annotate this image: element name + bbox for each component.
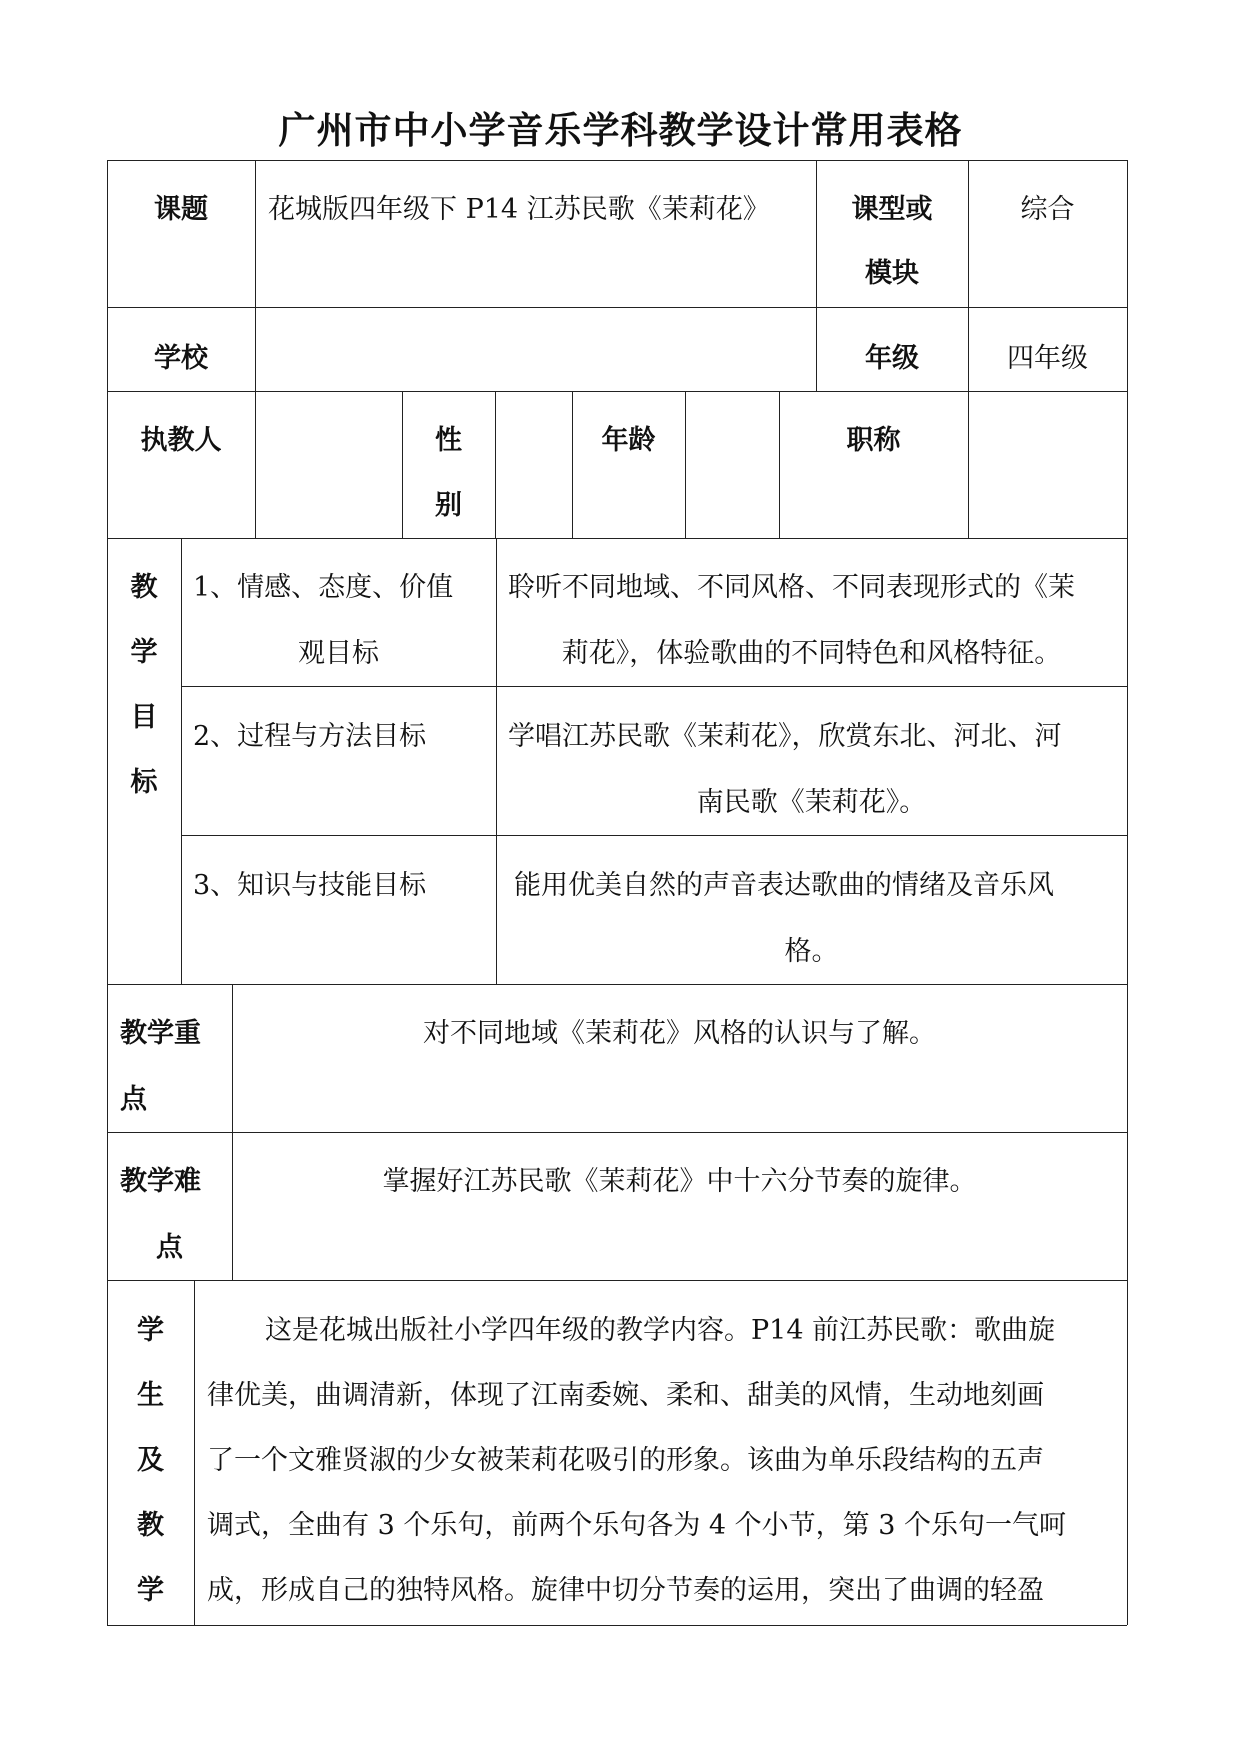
- goals-label: 教 学 目 标: [130, 572, 158, 798]
- analysis-line-3: 了一个文雅贤淑的少女被茉莉花吸引的形象。该曲为单乐段结构的五声: [207, 1445, 1044, 1476]
- topic-value: 花城版四年级下 P14 江苏民歌《茉莉花》: [268, 194, 770, 225]
- type-label-line1: 课型或: [851, 194, 933, 225]
- age-label: 年龄: [601, 425, 656, 456]
- title-label: 职称: [846, 425, 901, 456]
- difficulty-value: 掌握好江苏民歌《茉莉花》中十六分节奏的旋律。: [382, 1166, 977, 1197]
- difficulty-label-line2: 点: [156, 1232, 183, 1263]
- analysis-line-1: 这是花城出版社小学四年级的教学内容。P14 前江苏民歌：歌曲旋: [265, 1315, 1056, 1346]
- gender-label-line1: 性: [435, 425, 462, 456]
- key-label-line1: 教学重: [120, 1018, 201, 1049]
- grade-value: 四年级: [1007, 343, 1088, 374]
- analysis-line-4: 调式，全曲有 3 个乐句，前两个乐句各为 4 个小节，第 3 个乐句一气呵: [207, 1510, 1067, 1541]
- analysis-label: 学 生 及 教 学: [137, 1315, 164, 1606]
- analysis-line-2: 律优美，曲调清新，体现了江南委婉、柔和、甜美的风情，生动地刻画: [207, 1380, 1044, 1411]
- key-value: 对不同地域《茉莉花》风格的认识与了解。: [423, 1018, 936, 1049]
- topic-label: 课题: [154, 194, 208, 225]
- goal-3-desc-line1: 能用优美自然的声音表达歌曲的情绪及音乐风: [514, 870, 1054, 901]
- goal-2-name: 2、过程与方法目标: [193, 721, 427, 752]
- goal-2-desc-line1: 学唱江苏民歌《茉莉花》，欣赏东北、河北、河: [508, 721, 1062, 752]
- page-title: 广州市中小学音乐学科教学设计常用表格: [278, 108, 963, 152]
- teacher-label: 执教人: [140, 425, 222, 456]
- school-label: 学校: [154, 343, 208, 374]
- goal-1-desc-line1: 聆听不同地域、不同风格、不同表现形式的《茉: [508, 572, 1075, 603]
- goal-1-desc-line2: 莉花》，体验歌曲的不同特色和风格特征。: [561, 638, 1062, 669]
- goal-1-name-line2: 观目标: [298, 638, 379, 669]
- key-label-line2: 点: [120, 1084, 147, 1115]
- difficulty-label-line1: 教学难: [120, 1166, 201, 1197]
- grade-label: 年级: [865, 343, 919, 374]
- goal-3-name: 3、知识与技能目标: [193, 870, 427, 901]
- analysis-line-5: 成，形成自己的独特风格。旋律中切分节奏的运用，突出了曲调的轻盈: [207, 1575, 1044, 1606]
- gender-label-line2: 别: [435, 490, 462, 521]
- type-label-line2: 模块: [865, 258, 919, 289]
- goal-3-desc-line2: 格。: [784, 936, 839, 967]
- goal-1-name-line1: 1、情感、态度、价值: [193, 572, 454, 603]
- type-value: 综合: [1020, 194, 1075, 225]
- goal-2-desc-line2: 南民歌《茉莉花》。: [696, 787, 927, 818]
